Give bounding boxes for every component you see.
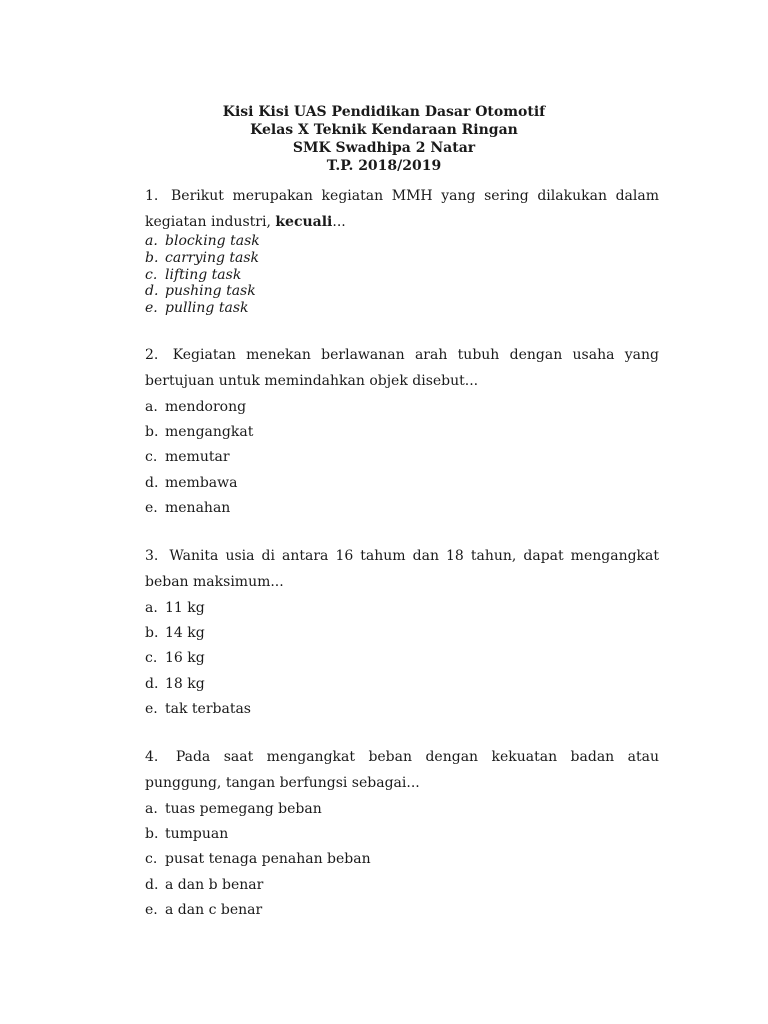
option-item: a. tuas pemegang beban xyxy=(145,801,322,817)
option-item: d. 18 kg xyxy=(145,675,205,692)
question-number: 1. xyxy=(145,188,159,204)
option-item: b. tumpuan xyxy=(145,826,229,843)
option-item: d. membawa xyxy=(145,474,238,491)
option-item: c. pusat tenaga penahan beban xyxy=(145,851,371,868)
question-1-stem: 1. Berikut merupakan kegiatan MMH yang sering dilakukan dalam kegiatan industri, kecuali... xyxy=(145,188,659,230)
question-2 xyxy=(145,342,659,521)
option-item: c. lifting task xyxy=(145,266,242,283)
option-item: b. 14 kg xyxy=(145,625,205,642)
question-4-stem: 4. Pada saat mengangkat beban dengan kekuatan badan atau punggung, tangan berfungsi sebagai... xyxy=(145,749,659,791)
header-class: Kelas X Teknik Kendaraan Ringan xyxy=(250,122,518,138)
option-item: a. mendorong xyxy=(145,399,247,415)
header-school: SMK Swadhipa 2 Natar xyxy=(292,140,476,156)
option-item: e. pulling task xyxy=(145,300,249,317)
question-number: 4. xyxy=(145,749,159,765)
option-item: c. memutar xyxy=(145,449,230,466)
question-3 xyxy=(145,543,659,722)
question-2-stem: 2. Kegiatan menekan berlawanan arah tubuh dengan usaha yang bertujuan untuk memindahkan objek disebut... xyxy=(145,347,659,389)
option-item: d. a dan b benar xyxy=(145,876,264,893)
option-item: e. menahan xyxy=(145,499,231,516)
option-item: b. carrying task xyxy=(145,249,260,266)
header-year: T.P. 2018/2019 xyxy=(326,158,442,174)
emphasis-keyword: kecuali xyxy=(275,214,333,230)
document-header xyxy=(0,103,768,175)
option-item: b. mengangkat xyxy=(145,424,254,441)
question-4-options xyxy=(145,797,659,923)
option-item: a. blocking task xyxy=(145,233,260,249)
question-1-options xyxy=(145,233,659,317)
question-2-options xyxy=(145,395,659,521)
question-1 xyxy=(145,183,659,317)
option-item: e. a dan c benar xyxy=(145,901,263,918)
option-item: e. tak terbatas xyxy=(145,700,251,717)
question-3-stem: 3. Wanita usia di antara 16 tahum dan 18 tahun, dapat mengangkat beban maksimum... xyxy=(145,548,660,590)
option-item: d. pushing task xyxy=(145,283,256,300)
question-number: 3. xyxy=(145,548,159,564)
question-number: 2. xyxy=(145,347,159,363)
header-title: Kisi Kisi UAS Pendidikan Dasar Otomotif xyxy=(222,104,546,120)
question-3-options xyxy=(145,596,659,722)
question-4 xyxy=(145,744,659,923)
option-item: c. 16 kg xyxy=(145,650,205,667)
option-item: a. 11 kg xyxy=(145,600,205,616)
